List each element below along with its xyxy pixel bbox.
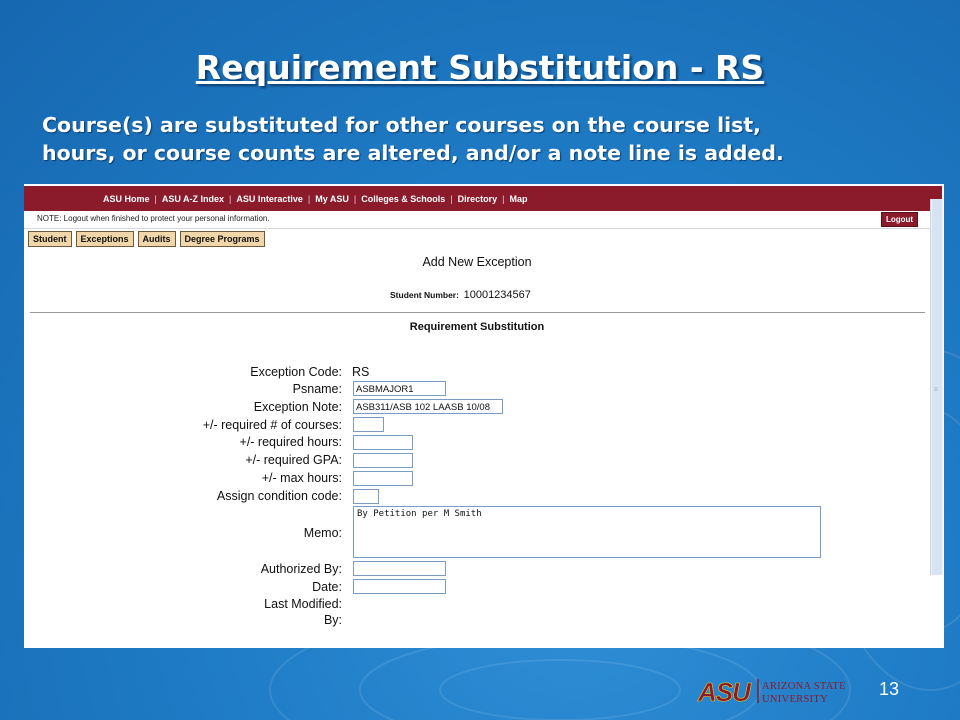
tab-student[interactable]: Student (28, 231, 72, 247)
psname-label: Psname: (292, 382, 342, 396)
authorized-by-label: Authorized By: (260, 562, 342, 576)
condition-code-input[interactable] (353, 489, 379, 504)
tab-degree-programs[interactable]: Degree Programs (180, 231, 265, 247)
section-heading: Requirement Substitution (409, 321, 545, 333)
asu-logo (697, 676, 867, 706)
nav-link-directory[interactable]: Directory (457, 193, 498, 204)
required-courses-input[interactable] (353, 417, 384, 432)
last-modified-label: Last Modified: (264, 597, 342, 611)
max-hours-input[interactable] (353, 471, 413, 486)
required-gpa-label: +/- required GPA: (245, 453, 342, 467)
divider (30, 312, 925, 313)
condition-code-label: Assign condition code: (216, 489, 342, 503)
exception-note-input[interactable]: ASB311/ASB 102 LAASB 10/08 (353, 399, 503, 414)
student-number-row (390, 289, 531, 301)
top-navigation-bar (24, 186, 942, 211)
scrollbar-grip-icon: ≡ (934, 387, 938, 393)
nav-separator: | (353, 193, 357, 204)
nav-link-my-asu[interactable]: My ASU (315, 193, 349, 204)
date-input[interactable] (353, 579, 446, 594)
logout-notice: NOTE: Logout when finished to protect your personal information. (37, 214, 270, 223)
page-number: 13 (879, 679, 900, 699)
nav-separator: | (502, 193, 505, 204)
tab-audits[interactable]: Audits (138, 231, 176, 247)
required-hours-input[interactable] (353, 435, 413, 450)
subtitle-line-2: hours, or course counts are altered, and/or a note line is added. (42, 141, 784, 165)
max-hours-label: +/- max hours: (261, 471, 342, 485)
memo-textarea[interactable]: By Petition per M Smith (353, 506, 821, 558)
vertical-scrollbar[interactable] (930, 199, 943, 575)
slide-title: Requirement Substitution - RS (195, 48, 765, 87)
nav-separator: | (450, 193, 453, 204)
last-modified-by-label: By: (323, 613, 342, 627)
authorized-by-input[interactable] (353, 561, 446, 576)
svg-text:ASU: ASU (698, 677, 750, 706)
required-gpa-input[interactable] (353, 453, 413, 468)
nav-separator: | (307, 193, 311, 204)
nav-link-map[interactable]: Map (509, 193, 528, 204)
exception-code-value: RS (352, 365, 370, 379)
notice-bar (24, 211, 930, 229)
student-number-label: Student Number: (390, 290, 459, 300)
required-courses-label: +/- required # of courses: (202, 418, 342, 432)
nav-separator: | (229, 193, 232, 204)
tab-exceptions[interactable]: Exceptions (76, 231, 134, 247)
svg-text:UNIVERSITY: UNIVERSITY (762, 694, 828, 705)
logout-button[interactable]: Logout (881, 212, 918, 227)
psname-input[interactable]: ASBMAJOR1 (353, 381, 446, 396)
nav-link-az-index[interactable]: ASU A-Z Index (161, 193, 225, 204)
nav-link-asu-interactive[interactable]: ASU Interactive (236, 193, 303, 204)
nav-link-asu-home[interactable]: ASU Home (103, 193, 150, 204)
nav-link-colleges-schools[interactable]: Colleges & Schools (361, 193, 446, 204)
student-number-value: 10001234567 (463, 289, 531, 301)
subtitle-line-1: Course(s) are substituted for other courses on the course list, (42, 113, 761, 137)
page-heading: Add New Exception (422, 255, 532, 269)
required-hours-label: +/- required hours: (239, 435, 342, 449)
date-label: Date: (312, 580, 342, 594)
exception-code-label: Exception Code: (250, 365, 342, 379)
nav-links (98, 186, 533, 211)
slide-subtitle (42, 111, 922, 167)
app-screenshot (24, 184, 944, 648)
memo-label: Memo: (303, 526, 342, 540)
svg-text:ARIZONA STATE: ARIZONA STATE (762, 681, 846, 692)
exception-note-label: Exception Note: (253, 400, 342, 414)
nav-separator: | (154, 193, 157, 204)
tab-bar (28, 231, 265, 247)
